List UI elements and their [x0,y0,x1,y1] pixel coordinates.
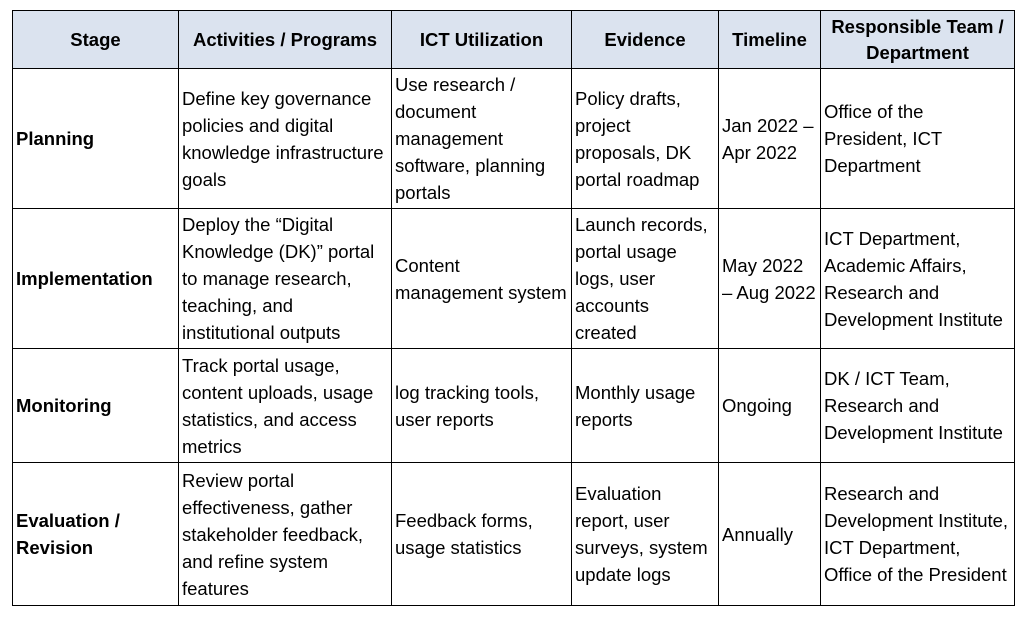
cell-stage: Planning [13,69,179,209]
cell-evidence: Policy drafts, project proposals, DK portal roadmap [572,69,719,209]
header-responsible-team: Responsible Team / Department [821,11,1015,69]
governance-plan-table [12,10,1015,606]
cell-stage: Evaluation / Revision [13,463,179,606]
header-stage: Stage [13,11,179,69]
cell-timeline: May 2022 – Aug 2022 [719,209,821,349]
cell-stage: Monitoring [13,349,179,463]
cell-timeline: Annually [719,463,821,606]
table-row [13,463,1015,606]
header-row [13,11,1015,69]
cell-activities: Define key governance policies and digital knowledge infrastructure goals [179,69,392,209]
header-activities: Activities / Programs [179,11,392,69]
cell-evidence: Launch records, portal usage logs, user accounts created [572,209,719,349]
table-row [13,349,1015,463]
cell-activities: Review portal effectiveness, gather stakeholder feedback, and refine system features [179,463,392,606]
cell-team: DK / ICT Team, Research and Development Institute [821,349,1015,463]
cell-timeline: Ongoing [719,349,821,463]
cell-team: Research and Development Institute, ICT Department, Office of the President [821,463,1015,606]
table-row [13,69,1015,209]
cell-ict: Use research / document management software, planning portals [392,69,572,209]
header-ict-utilization: ICT Utilization [392,11,572,69]
cell-team: Office of the President, ICT Department [821,69,1015,209]
cell-activities: Deploy the “Digital Knowledge (DK)” portal to manage research, teaching, and institutional outputs [179,209,392,349]
cell-ict: Content management system [392,209,572,349]
cell-ict: Feedback forms, usage statistics [392,463,572,606]
table-row [13,209,1015,349]
header-timeline: Timeline [719,11,821,69]
cell-evidence: Monthly usage reports [572,349,719,463]
cell-team: ICT Department, Academic Affairs, Research and Development Institute [821,209,1015,349]
cell-timeline: Jan 2022 – Apr 2022 [719,69,821,209]
cell-stage: Implementation [13,209,179,349]
header-evidence: Evidence [572,11,719,69]
cell-activities: Track portal usage, content uploads, usage statistics, and access metrics [179,349,392,463]
cell-ict: log tracking tools, user reports [392,349,572,463]
cell-evidence: Evaluation report, user surveys, system update logs [572,463,719,606]
